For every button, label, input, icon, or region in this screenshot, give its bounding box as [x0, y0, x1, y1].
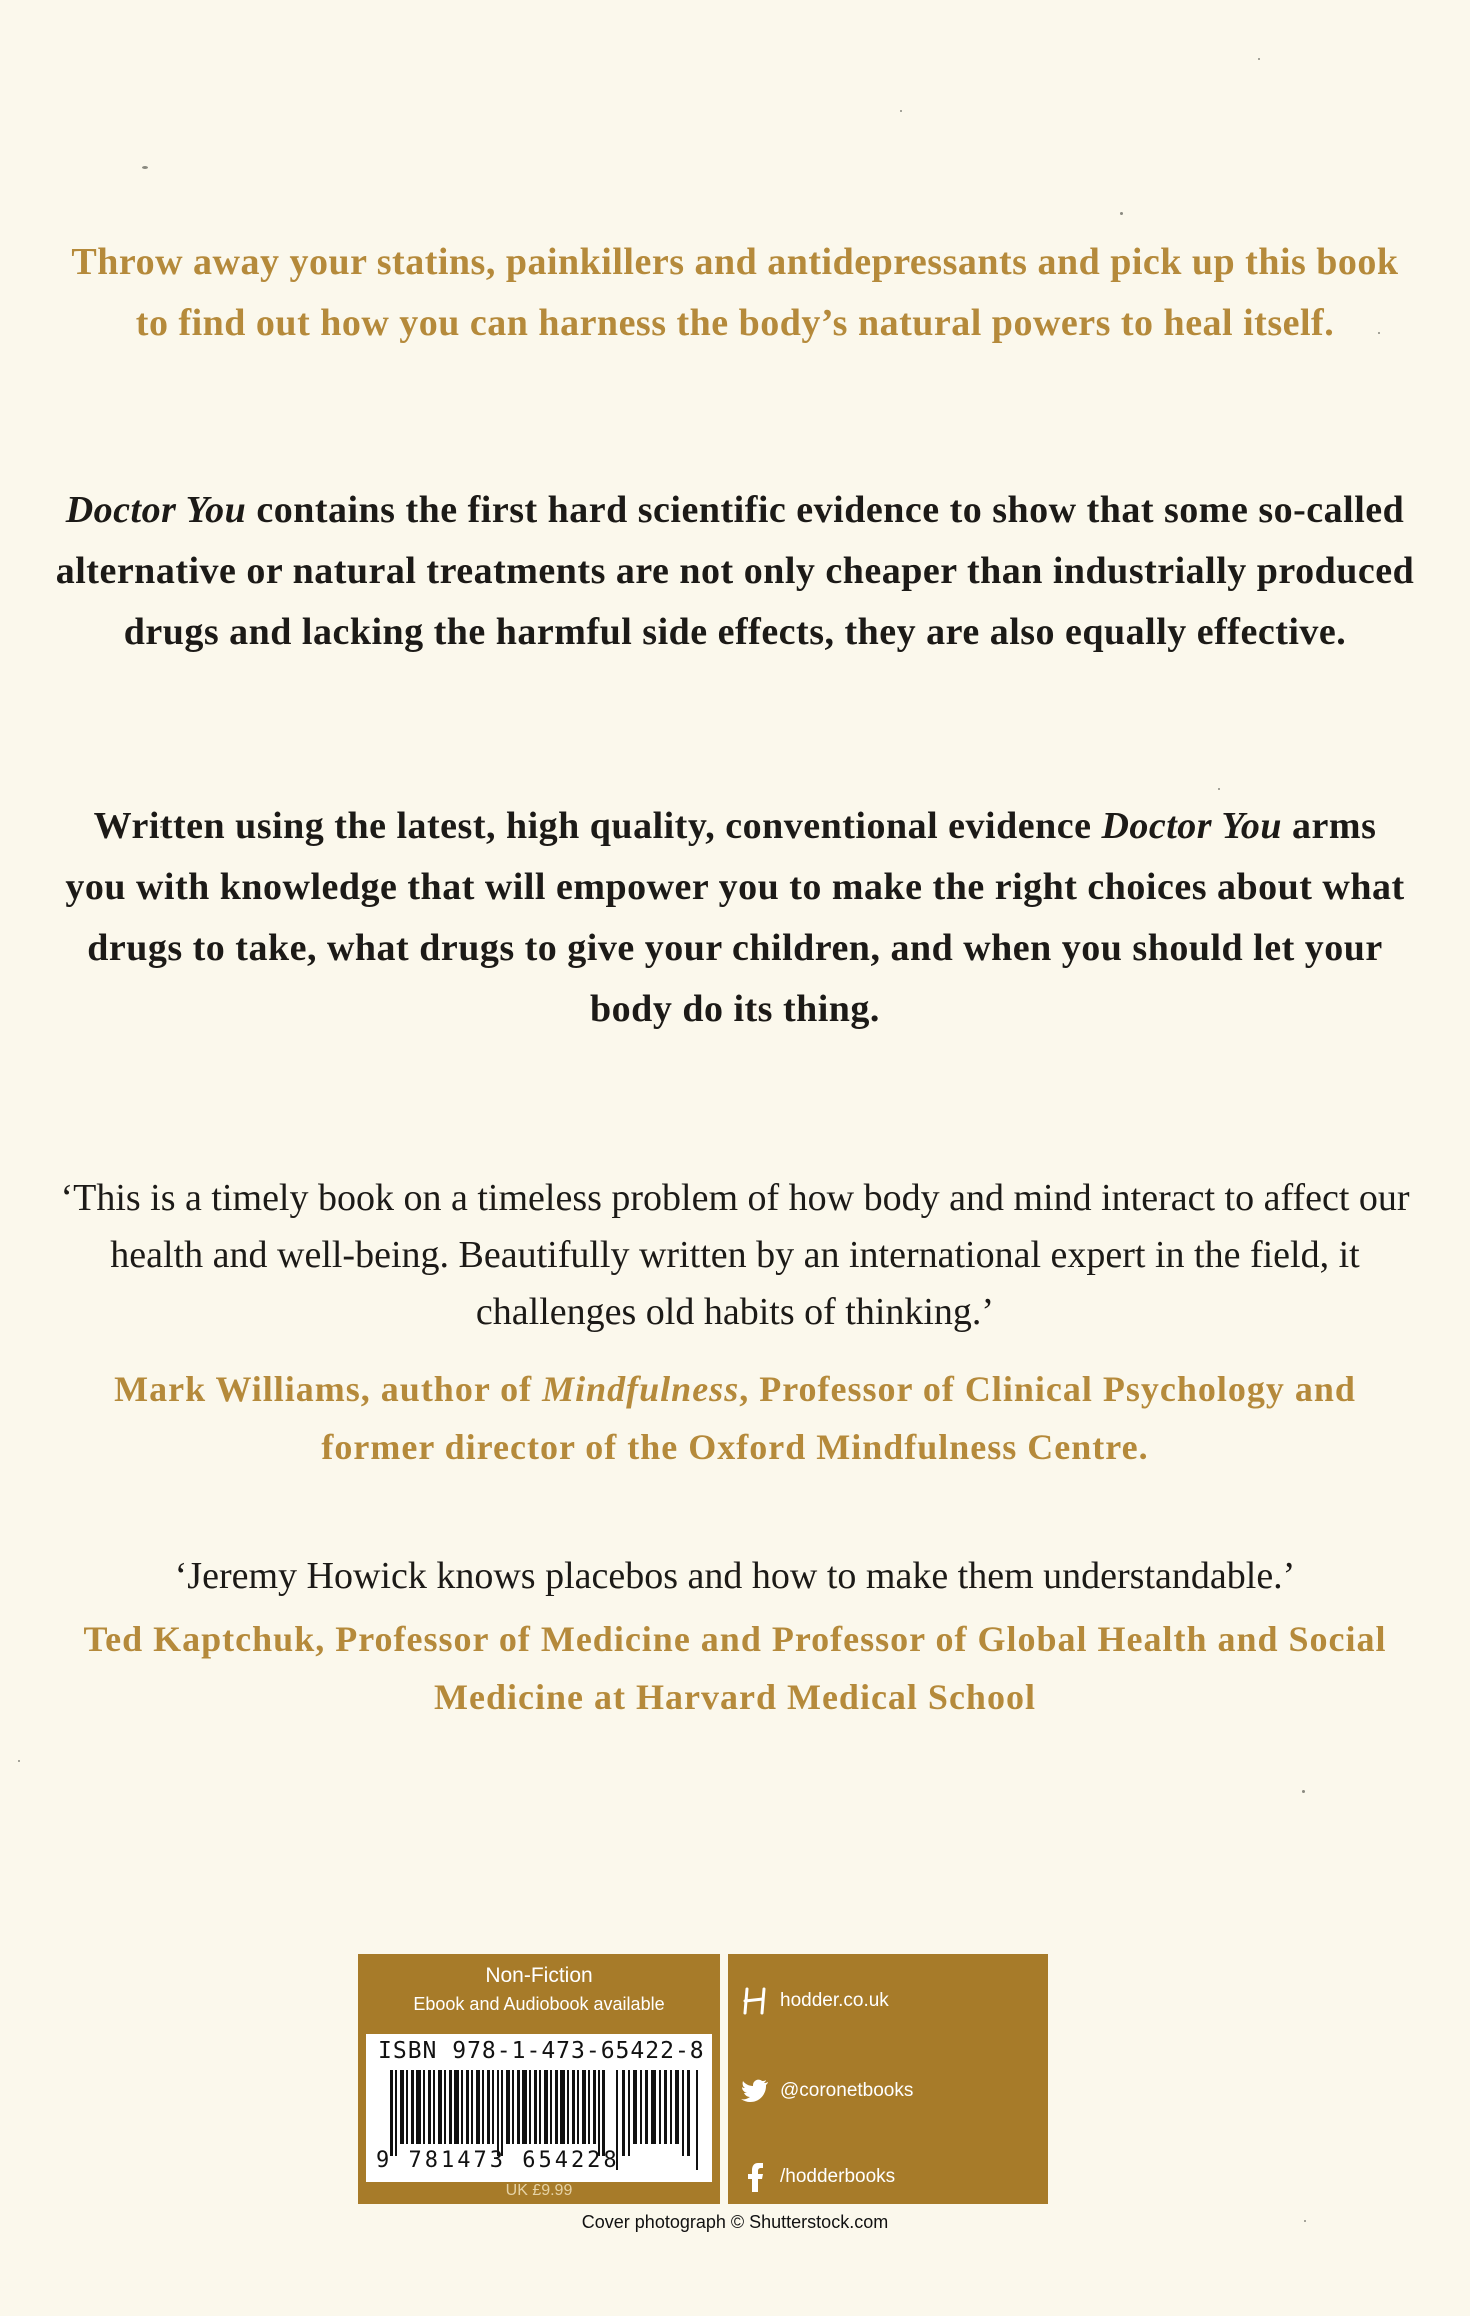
twitter-bird-icon [740, 2076, 770, 2106]
formats-label: Ebook and Audiobook available [413, 1994, 665, 2014]
links-panel [728, 1954, 1048, 2204]
cover-photo-credit: Cover photograph © Shutterstock.com [581, 2212, 889, 2232]
review-attribution-2 [40, 1610, 1430, 1726]
facebook-icon [740, 2162, 770, 2192]
hodder-logo-icon [740, 1986, 770, 2016]
price-label: UK £9.99 [505, 2182, 573, 2199]
link-row-twitter[interactable] [740, 2076, 913, 2106]
category-label: Non-Fiction [485, 1964, 593, 1987]
blurb-written-start: Written using the latest, high quality, conventional evidence [93, 805, 1102, 847]
isbn-number: ISBN 978-1-473-65422-8 [378, 2038, 705, 2064]
attribution-1-title: Mindfulness [542, 1369, 740, 1409]
link-row-facebook[interactable] [740, 2162, 895, 2192]
review-quote-2-text: ‘Jeremy Howick knows placebos and how to make them understandable.’ [174, 1555, 1296, 1597]
review-quote-1-text: ‘This is a timely book on a timeless problem of how body and mind interact to affect our health and well-being. Beautifully written by an international expert in the field, it challenges old habits of thinking.’ [60, 1177, 1410, 1333]
blurb-doctor-you-text: contains the first hard scientific evidence to show that some so-called alternative or natural treatments are not only cheaper than industrially produced drugs and lacking the harmful side effects, they are also equally effective. [55, 489, 1415, 653]
facebook-link[interactable]: /hodderbooks [780, 2166, 896, 2187]
link-row-website[interactable] [740, 1986, 889, 2016]
attribution-2-text: Ted Kaptchuk, Professor of Medicine and Professor of Global Health and Social Medicine at Harvard Medical School [83, 1619, 1387, 1717]
review-attribution-1 [60, 1360, 1410, 1476]
blurb-written [60, 796, 1410, 1040]
blurb-doctor-you [40, 480, 1430, 663]
attribution-1-rest: , Professor of Clinical Psychology and former director of the Oxford Mindfulness Centre. [321, 1369, 1356, 1467]
book-title-italic: Doctor You [65, 489, 247, 531]
review-quote-1 [60, 1170, 1410, 1341]
blurb-intro [60, 232, 1410, 354]
book-title-italic: Doctor You [1101, 805, 1283, 847]
barcode-digits: 9 781473 654228 [376, 2148, 620, 2173]
blurb-written-rest: arms you with knowledge that will empower you to make the right choices about what drugs to take, what drugs to give your children, and when you should let your body do its thing. [65, 805, 1405, 1030]
blurb-intro-text: Throw away your statins, painkillers and antidepressants and pick up this book to find out how you can harness the body’s natural powers to heal itself. [71, 241, 1399, 344]
website-link[interactable]: hodder.co.uk [780, 1990, 889, 2011]
twitter-link[interactable]: @coronetbooks [780, 2080, 914, 2101]
barcode-box [366, 2034, 712, 2182]
attribution-1-start: Mark Williams, author of [114, 1369, 543, 1409]
review-quote-2 [60, 1548, 1410, 1605]
isbn-panel [358, 1954, 720, 2204]
